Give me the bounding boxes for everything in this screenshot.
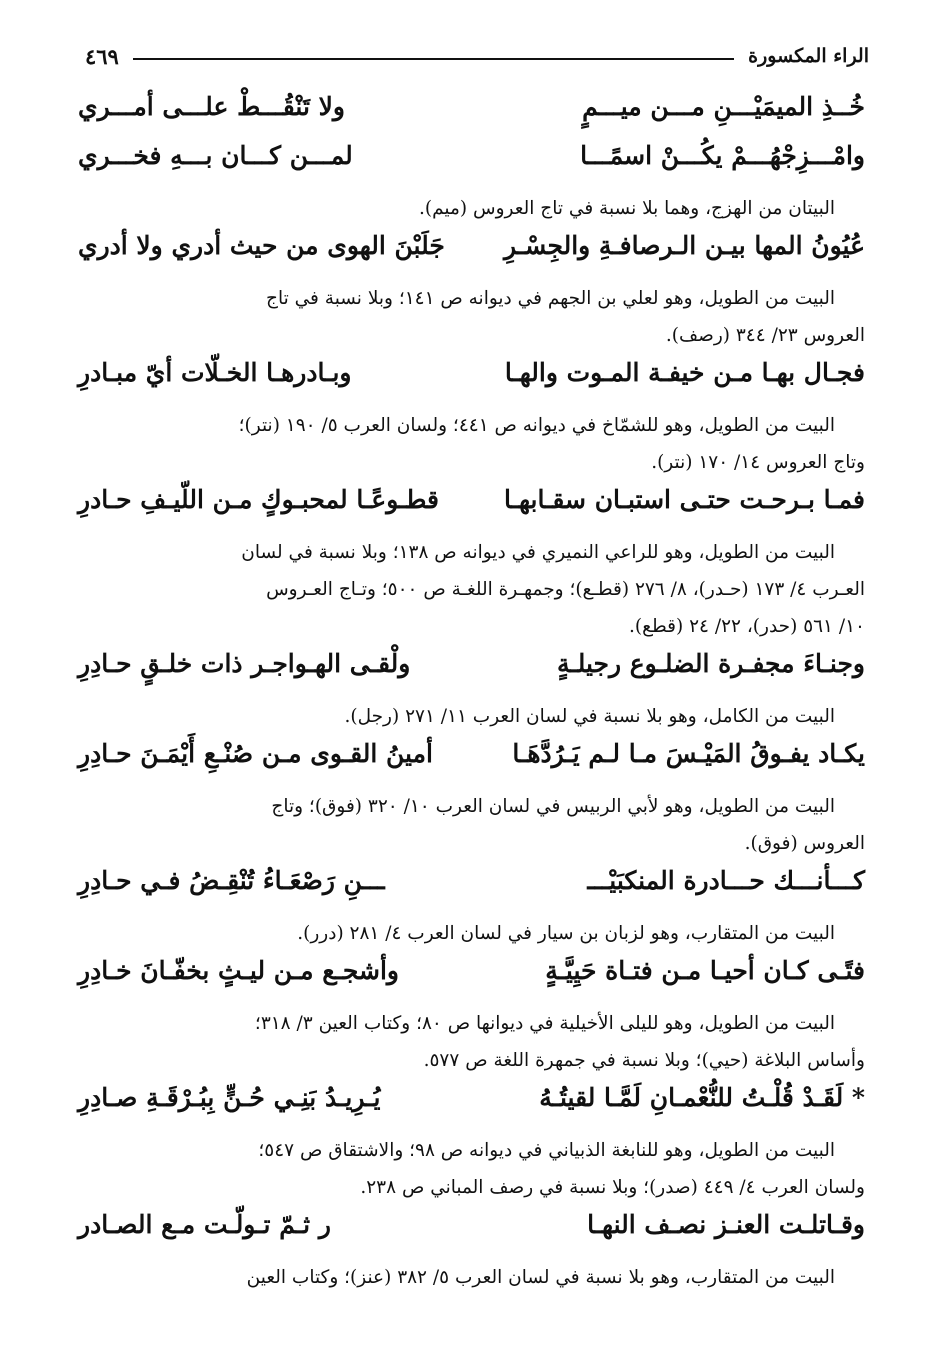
verse-first-hemistich: فمـا بـرحـت حتـى استبـان سقـابهـا bbox=[504, 485, 865, 514]
verse-entry bbox=[78, 358, 865, 481]
verse-line bbox=[78, 485, 865, 534]
running-title: الراء المكسورة bbox=[748, 45, 869, 67]
verse-line bbox=[78, 866, 865, 915]
verse-footnote bbox=[78, 280, 865, 354]
verse-entry bbox=[78, 956, 865, 1079]
verse-entry bbox=[78, 1083, 865, 1206]
verse-first-hemistich: يكـاد يفـوقُ المَيْـسَ مـا لـم يَـرُدَّهَـا bbox=[512, 739, 865, 768]
verse-first-hemistich: وقـاتلـت العنـز نصـف النهـا bbox=[587, 1210, 865, 1239]
verse-line bbox=[78, 956, 865, 1005]
footnote-line: البيت من الطويل، وهو لعلي بن الجهم في ديوانه ص ١٤١؛ وبلا نسبة في تاج bbox=[266, 288, 835, 309]
verse-entry bbox=[78, 1210, 865, 1296]
verse-first-hemistich: فجـال بهـا مـن خيفـة المـوت والهـا bbox=[504, 358, 865, 387]
footnote-line: البيت من الطويل، وهو للنابغة الذبياني في ديوانه ص ٩٨؛ والاشتقاق ص ٥٤٧؛ bbox=[258, 1140, 835, 1161]
verse-footnote bbox=[78, 534, 865, 645]
footnote-line: البيت من الطويل، وهو لأبي الربيس في لسان العرب ١٠/ ٣٢٠ (فوق)؛ وتاج bbox=[271, 796, 835, 817]
verse-entry bbox=[78, 485, 865, 645]
verse-second-hemistich: ـــنِ رَصْعَـاءُ تُنْقِـضُ فـي حـادِرِ bbox=[78, 866, 385, 895]
verse-first-hemistich: وامْـــزِجْهُـــمْ يكُـــنْ اسمًـــا bbox=[580, 141, 865, 170]
verse-second-hemistich: لمـــن كـــان بـــهِ فخـــري bbox=[78, 141, 353, 170]
verse-first-hemistich: * لَقَـدْ قُلْـتُ للنُّعْمـانِ لَمَّـا لقيتُـهُ bbox=[539, 1083, 865, 1112]
footnote-line: العروس (فوق). bbox=[744, 833, 865, 854]
verse-footnote bbox=[78, 698, 865, 735]
verse-second-hemistich: وبـادرهـا الخـلّات أيّ مبـادرِ bbox=[78, 358, 352, 387]
verse-second-hemistich: يُـرِيـدُ بَنِـي حُـنٍّ بِبُـرْقَـةِ صـادِرِ bbox=[78, 1083, 381, 1112]
verse-entry bbox=[78, 649, 865, 735]
verse-line bbox=[78, 1083, 865, 1132]
page-header bbox=[85, 40, 869, 72]
verse-footnote bbox=[78, 1259, 865, 1296]
verse-footnote bbox=[78, 407, 865, 481]
verse-second-hemistich: أمينُ القـوى مـن صُنْـعِ أَيْمَـنَ حـادِرِ bbox=[78, 739, 433, 768]
verse-second-hemistich: ولْقـى الهـواجـر ذات خلـقٍ حـادِرِ bbox=[78, 649, 411, 678]
verse-first-hemistich: خُــذِ الميمَيْـــنِ مـــن ميـــمٍ bbox=[582, 92, 865, 121]
footnote-line: البيت من الطويل، وهو للشمّاخ في ديوانه ص ٤٤١؛ ولسان العرب ٥/ ١٩٠ (نتر)؛ bbox=[238, 415, 835, 436]
verse-footnote bbox=[78, 190, 865, 227]
verse-first-hemistich: وجنـاءَ مجفـرة الضلـوع رجيلـةٍ bbox=[556, 649, 865, 678]
verse-line bbox=[78, 649, 865, 698]
footnote-line: العروس ٢٣/ ٣٤٤ (رصف). bbox=[665, 325, 865, 346]
verse-entry bbox=[78, 231, 865, 354]
verse-footnote bbox=[78, 1005, 865, 1079]
footnote-line: البيتان من الهزج، وهما بلا نسبة في تاج العروس (ميم). bbox=[419, 198, 835, 219]
verse-footnote bbox=[78, 1132, 865, 1206]
verse-line bbox=[78, 1210, 865, 1259]
footnote-line: وتاج العروس ١٤/ ١٧٠ (نتر). bbox=[651, 452, 865, 473]
footnote-line: البيت من الطويل، وهو لليلى الأخيلية في ديوانها ص ٨٠؛ وكتاب العين ٣/ ٣١٨؛ bbox=[254, 1013, 835, 1034]
verse-second-hemistich: جَلَبْنَ الهوى من حيث أدري ولا أدري bbox=[78, 231, 445, 260]
footnote-line: العـرب ٤/ ١٧٣ (حـدر)، ٨/ ٢٧٦ (قطـع)؛ وجمهـرة اللغـة ص ٥٠٠؛ وتـاج العـروس bbox=[266, 579, 865, 600]
footnote-line: البيت من الكامل، وهو بلا نسبة في لسان العرب ١١/ ٢٧١ (رجل). bbox=[344, 706, 835, 727]
verse-second-hemistich: وأشجـع مـن ليـثٍ بخفّـانَ خـادِرِ bbox=[78, 956, 399, 985]
header-rule bbox=[133, 58, 734, 60]
verse-entry bbox=[78, 92, 865, 227]
verse-footnote bbox=[78, 915, 865, 952]
verse-entry bbox=[78, 739, 865, 862]
page-number: ٤٦٩ bbox=[85, 43, 119, 69]
verse-first-hemistich: عُيُونُ المها بيـن الـرصافـةِ والجِسْـرِ bbox=[504, 231, 865, 260]
verse-line bbox=[78, 92, 865, 141]
footnote-line: ١٠/ ٥٦١ (حدر)، ٢٢/ ٢٤ (قطع). bbox=[629, 616, 865, 637]
footnote-line: ولسان العرب ٤/ ٤٤٩ (صدر)؛ وبلا نسبة في رصف المباني ص ٢٣٨. bbox=[360, 1177, 865, 1198]
page-body bbox=[78, 92, 865, 1300]
footnote-line: البيت من المتقارب، وهو لزبان بن سيار في لسان العرب ٤/ ٢٨١ (درر). bbox=[297, 923, 835, 944]
verse-second-hemistich: قطـوعًـا لمحبـوكٍ مـن اللّيـفِ حـادرِ bbox=[78, 485, 439, 514]
verse-line bbox=[78, 739, 865, 788]
verse-line bbox=[78, 358, 865, 407]
footnote-line: البيت من المتقارب، وهو بلا نسبة في لسان العرب ٥/ ٣٨٢ (عنز)؛ وكتاب العين bbox=[246, 1267, 835, 1288]
verse-first-hemistich: فتًـى كـان أحيـا مـن فتـاة حَيِيَّـةٍ bbox=[545, 956, 865, 985]
verse-line bbox=[78, 141, 865, 190]
footnote-line: البيت من الطويل، وهو للراعي النميري في ديوانه ص ١٣٨؛ وبلا نسبة في لسان bbox=[241, 542, 835, 563]
footnote-line: وأساس البلاغة (حيي)؛ وبلا نسبة في جمهرة اللغة ص ٥٧٧. bbox=[423, 1050, 865, 1071]
verse-first-hemistich: كـــأنـــك حـــادرة المنكبَيْـــ bbox=[587, 866, 865, 895]
verse-entry bbox=[78, 866, 865, 952]
verse-footnote bbox=[78, 788, 865, 862]
verse-line bbox=[78, 231, 865, 280]
verse-second-hemistich: ولا تَنْقُـــطْ علـــى أمـــري bbox=[78, 92, 345, 121]
verse-second-hemistich: ر ثـمّ تـولّـت مـع الصـادر bbox=[78, 1210, 331, 1239]
